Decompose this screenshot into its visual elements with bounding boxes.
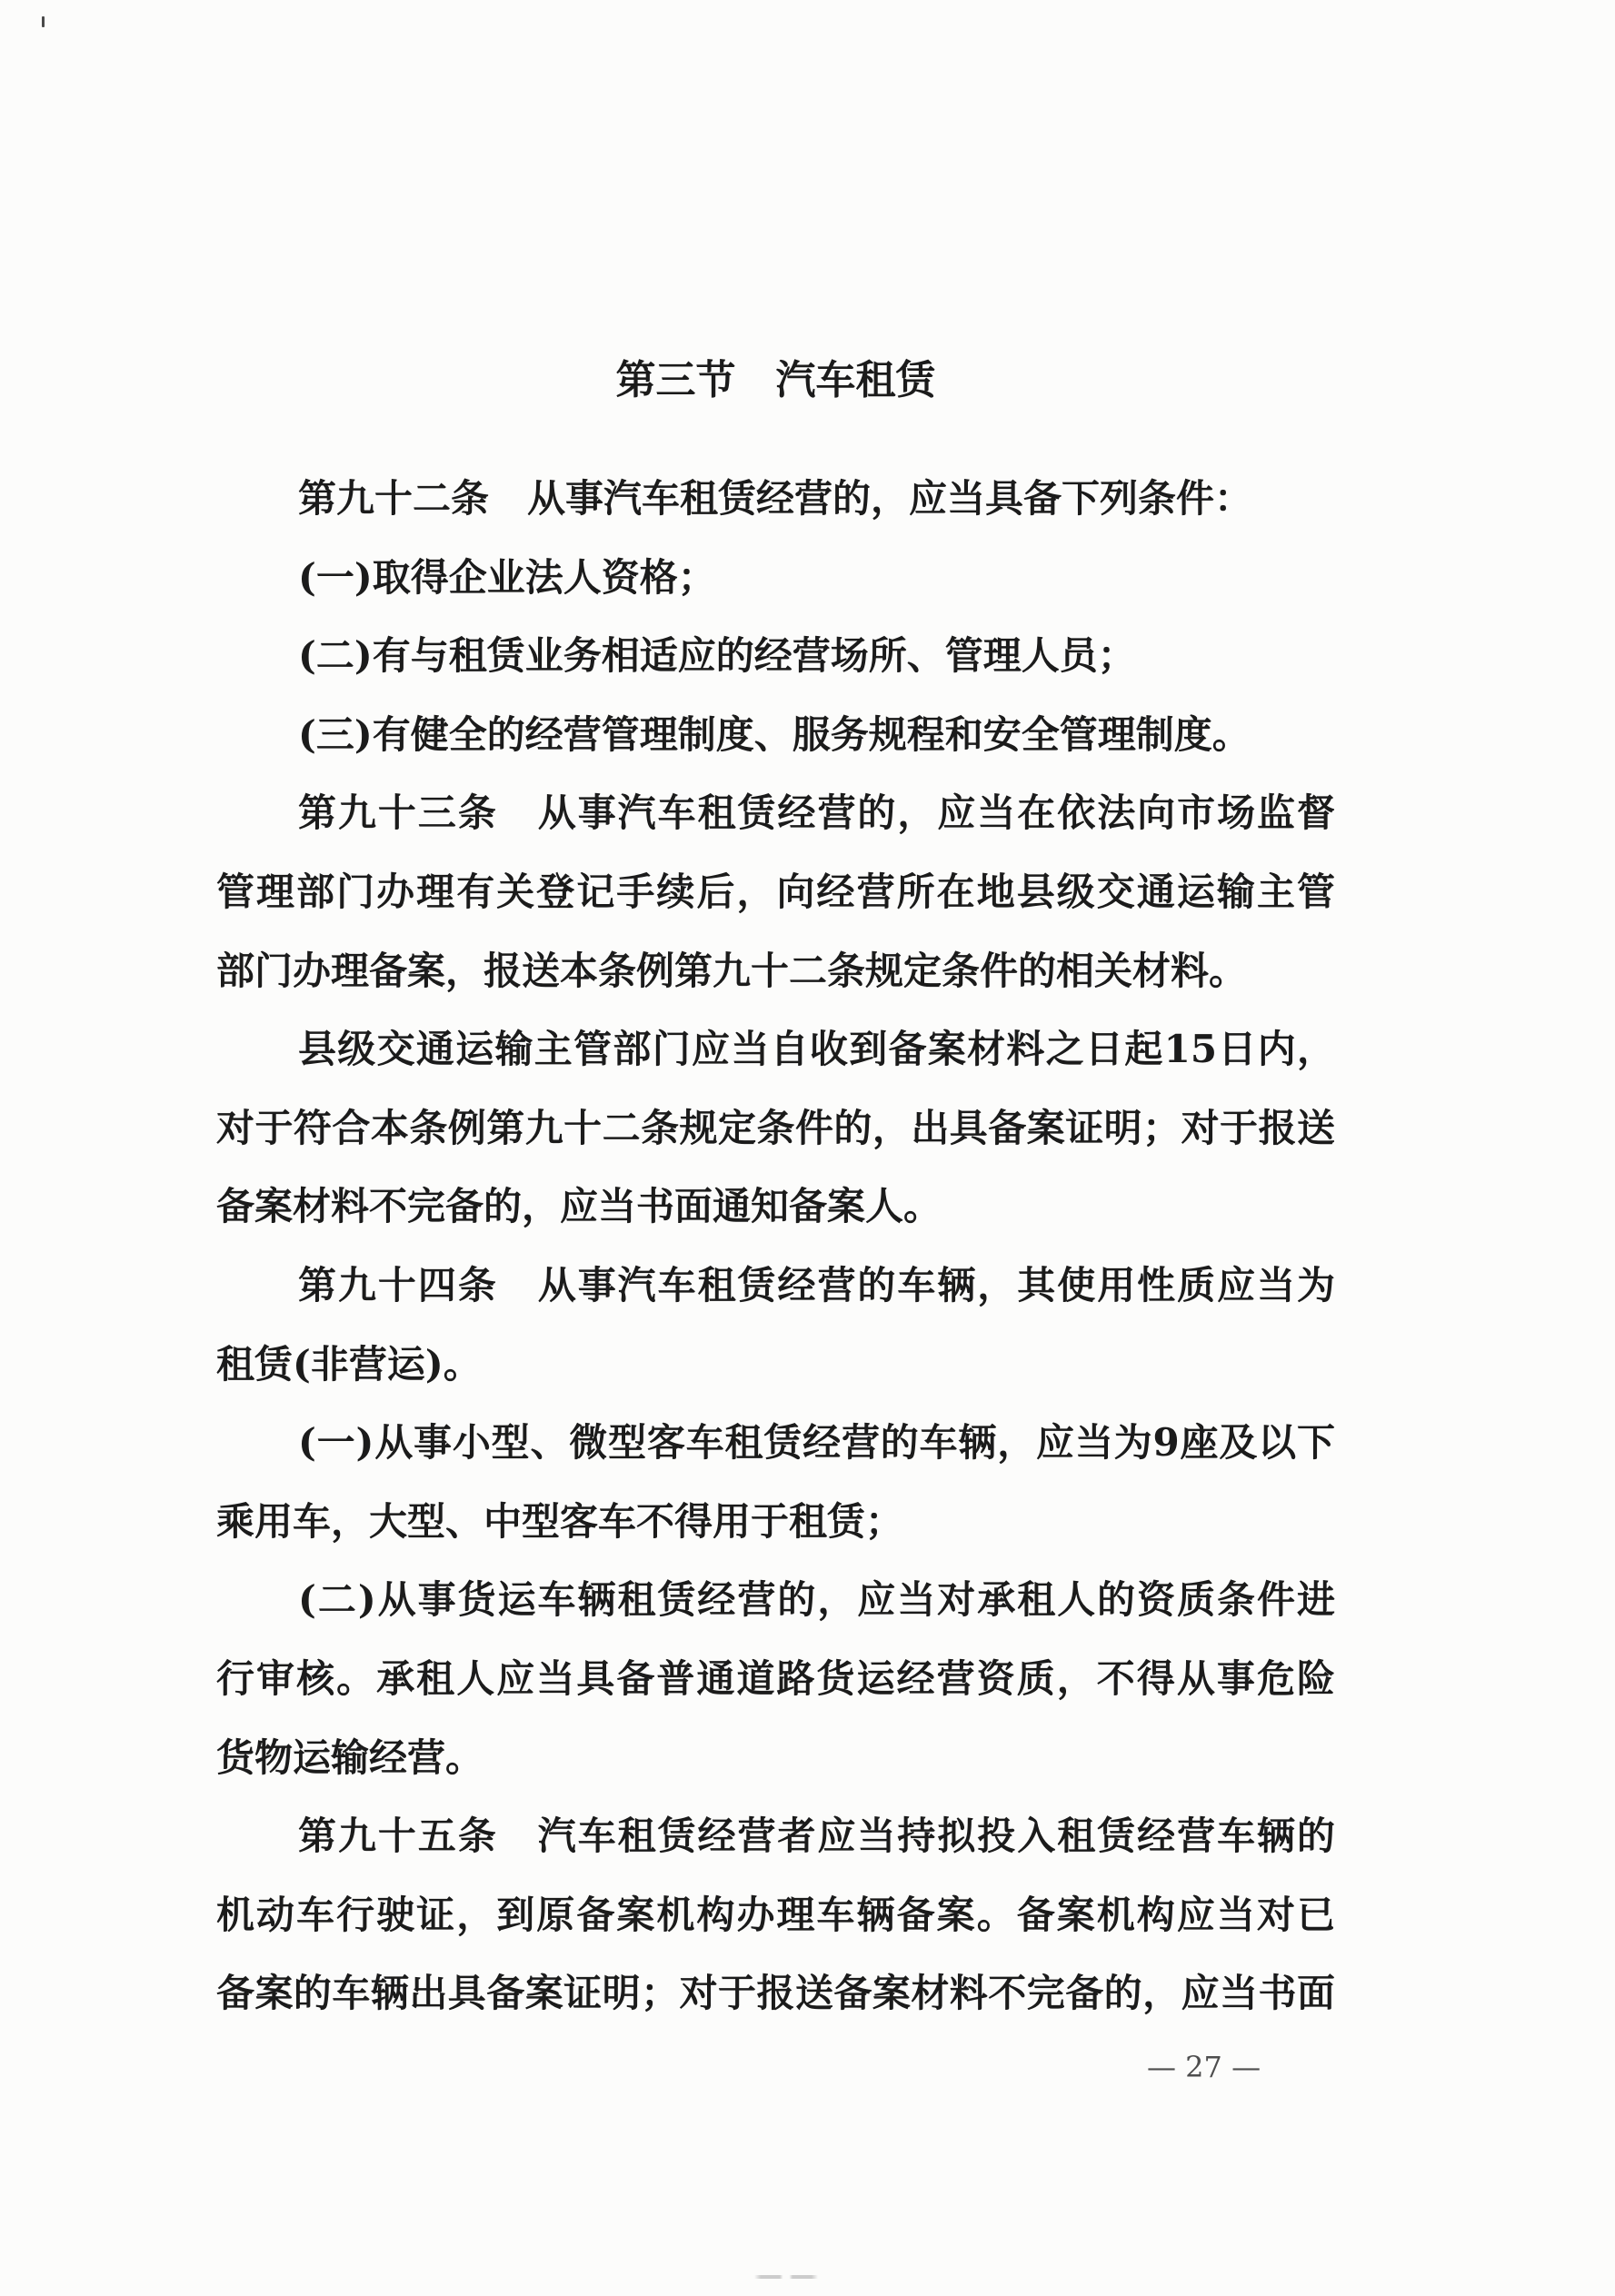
text-line: 行审核。承租人应当具备普通道路货运经营资质，不得从事危险 — [216, 1655, 1335, 1701]
text-line: 第九十五条 汽车租赁经营者应当持拟投入租赁经营车辆的 — [298, 1814, 1335, 1859]
article-92-item-2 — [216, 617, 1335, 696]
article-94-paragraph — [216, 1247, 1335, 1404]
text-line: (一)取得企业法人资格； — [298, 554, 716, 600]
text-line: 第九十二条 从事汽车租赁经营的，应当具备下列条件： — [298, 476, 1253, 521]
article-94-item-2 — [216, 1561, 1335, 1797]
text-line: (一)从事小型、微型客车租赁经营的车辆，应当为9座及以下 — [298, 1420, 1335, 1466]
article-93-second-paragraph — [216, 1010, 1335, 1247]
text-line: 部门办理备案，报送本条例第九十二条规定条件的相关材料。 — [216, 948, 1248, 993]
section-title: 第三节 汽车租赁 — [615, 357, 936, 403]
text-line: 第九十四条 从事汽车租赁经营的车辆，其使用性质应当为 — [298, 1262, 1335, 1307]
text-line: 对于符合本条例第九十二条规定条件的，出具备案证明；对于报送 — [216, 1105, 1335, 1150]
text-line: 备案的车辆出具备案证明；对于报送备案材料不完备的，应当书面 — [216, 1971, 1335, 2016]
text-line: 县级交通运输主管部门应当自收到备案材料之日起15日内， — [298, 1027, 1335, 1072]
text-line: (二)从事货运车辆租赁经营的，应当对承租人的资质条件进 — [298, 1577, 1335, 1623]
article-92-item-3 — [216, 696, 1335, 775]
text-line: 货物运输经营。 — [216, 1734, 484, 1780]
article-94-item-1 — [216, 1404, 1335, 1561]
scan-mark — [754, 2275, 818, 2279]
text-line: 备案材料不完备的，应当书面通知备案人。 — [216, 1184, 942, 1229]
text-line: 第九十三条 从事汽车租赁经营的，应当在依法向市场监督 — [298, 790, 1335, 836]
text-line: (三)有健全的经营管理制度、服务规程和安全管理制度。 — [298, 711, 1251, 757]
text-line: (二)有与租赁业务相适应的经营场所、管理人员； — [298, 633, 1136, 679]
text-line: 管理部门办理有关登记手续后，向经营所在地县级交通运输主管 — [216, 869, 1335, 914]
article-95-paragraph — [216, 1797, 1335, 2033]
text-line: 机动车行驶证，到原备案机构办理车辆备案。备案机构应当对已 — [216, 1892, 1335, 1937]
text-line: 乘用车，大型、中型客车不得用于租赁； — [216, 1498, 904, 1544]
document-body — [216, 460, 1335, 2033]
text-line: 租赁(非营运)。 — [216, 1341, 482, 1387]
article-92-item-1 — [216, 539, 1335, 618]
scan-mark — [42, 16, 45, 27]
page-number: — 27 — — [1147, 2050, 1261, 2084]
article-92-paragraph — [216, 460, 1335, 539]
article-93-paragraph — [216, 774, 1335, 1010]
